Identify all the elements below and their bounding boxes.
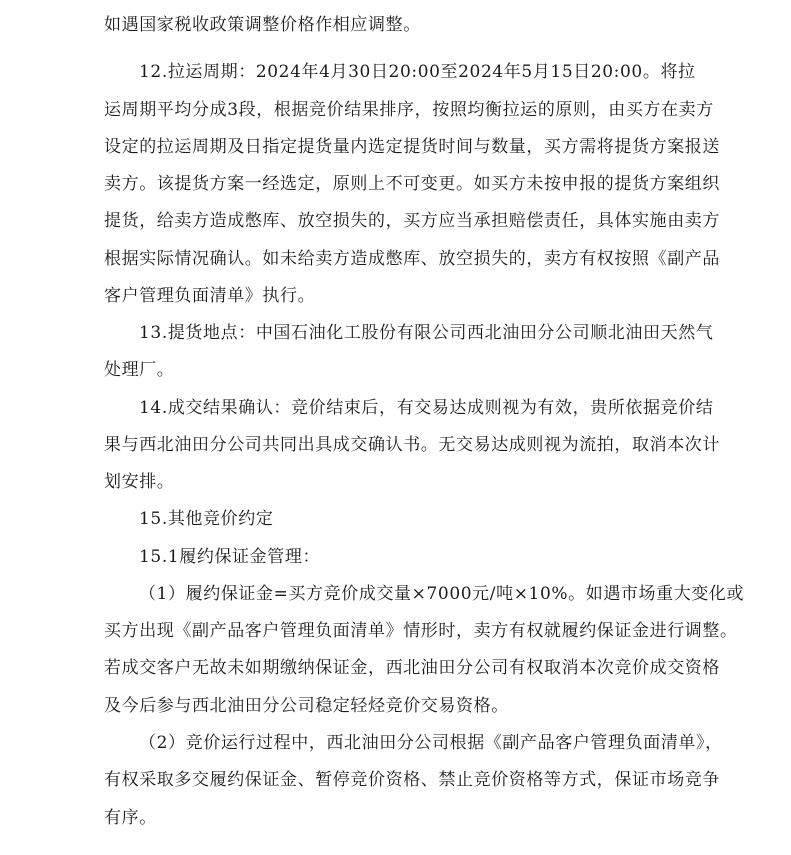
paragraph-line-tax-adjustment: 如遇国家税收政策调整价格作相应调整。	[104, 15, 421, 35]
clause-12-line: 运周期平均分成3段，根据竞价结果排序，按照均衡拉运的原则，由买方在卖方	[104, 100, 714, 120]
clause-12-line: 客户管理负面清单》执行。	[104, 286, 316, 306]
clause-15-1-item-2-line: （2）竞价运行过程中，西北油田分公司根据《副产品客户管理负面清单》，	[139, 733, 723, 753]
clause-15-1-item-1-line: 买方出现《副产品客户管理负面清单》情形时，卖方有权就履约保证金进行调整。	[104, 621, 738, 641]
clause-12-heading-line: 12.拉运周期：2024年4月30日20:00至2024年5月15日20:00。将拉	[139, 62, 696, 82]
clause-14-line: 果与西北油田分公司共同出具成交确认书。无交易达成则视为流拍，取消本次计	[104, 435, 720, 455]
clause-12-line: 根据实际情况确认。如未给卖方造成憋库、放空损失的，卖方有权按照《副产品	[104, 249, 720, 269]
clause-15-1-heading: 15.1履约保证金管理：	[139, 547, 321, 567]
clause-12-line: 提货，给卖方造成憋库、放空损失的，买方应当承担赔偿责任，具体实施由卖方	[104, 211, 720, 231]
clause-13-heading-line: 13.提货地点：中国石油化工股份有限公司西北油田分公司顺北油田天然气	[139, 323, 714, 343]
clause-15-1-item-2-line: 有序。	[104, 808, 157, 828]
clause-15-1-item-2-line: 有权采取多交履约保证金、暂停竞价资格、禁止竞价资格等方式，保证市场竞争	[104, 770, 720, 790]
clause-15-1-item-1-line: 及今后参与西北油田分公司稳定轻烃竞价交易资格。	[104, 696, 509, 716]
clause-14-line: 划安排。	[104, 472, 175, 492]
clause-12-line: 卖方。该提货方案一经选定，原则上不可变更。如买方未按申报的提货方案组织	[104, 174, 720, 194]
clause-14-heading-line: 14.成交结果确认：竞价结束后，有交易达成则视为有效，贵所依据竞价结	[139, 398, 714, 418]
clause-15-1-item-1-line: （1）履约保证金=买方竞价成交量×7000元/吨×10%。如遇市场重大变化或	[139, 584, 745, 604]
clause-15-1-item-1-line: 若成交客户无故未如期缴纳保证金，西北油田分公司有权取消本次竞价成交资格	[104, 658, 720, 678]
clause-13-line: 处理厂。	[104, 360, 175, 380]
clause-12-line: 设定的拉运周期及日指定提货量内选定提货时间与数量，买方需将提货方案报送	[104, 137, 720, 157]
clause-15-heading: 15.其他竞价约定	[139, 509, 274, 529]
